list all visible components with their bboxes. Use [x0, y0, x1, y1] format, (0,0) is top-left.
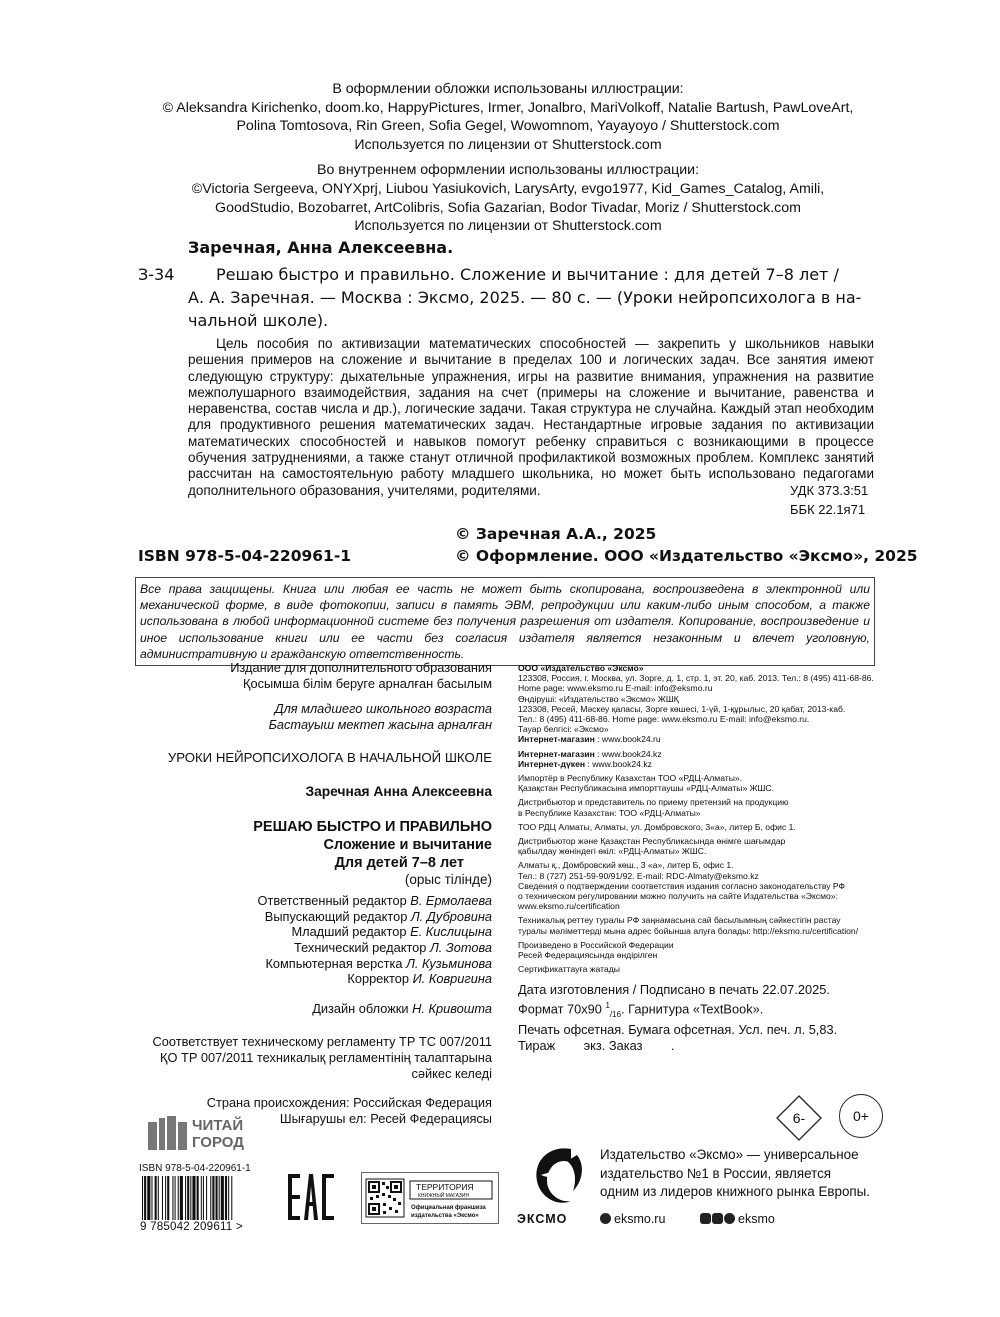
- barcode-bar: [206, 1176, 207, 1220]
- abstract: Цель пособия по активизации математических способностей — закрепить у школьников навыки решения примеров на сложение и вычитание в пределах 100 и логических задач. Все занятия имеют следующую структуру: дыхательные упражнения, игры на развитие внимания, упражнения на развитие межполушарного взаимодействия, задания на счет (примеры на сложение и вычитание, равенства и неравенства, состав числа и др.), логические задачи. Такая структура не случайна. Каждый этап необходим для продуктивного решения математических задач. Нестандартные игровые задания по активизации математических способностей и навыков помогут ребенку справиться с возникающими в процессе обучения затруднениями, а также станут отличной профилактикой возможных проблем. Комплекс занятий рассчитан на самостоятельную работу младшего школьника, но может быть использовано педагогами дополнительного образования, учителями, родителями.: [188, 336, 874, 498]
- staff-role: Корректор: [347, 971, 409, 987]
- print-date: Дата изготовления / Подписано в печать 22.07.2025.: [518, 982, 830, 998]
- shop-label: Интернет-магазин: [518, 748, 595, 759]
- territory-badge: [361, 1172, 499, 1224]
- ok-icon: [712, 1213, 723, 1224]
- publisher-address: 123308, Россия, г. Москва, ул. Зорге, д. 1, стр. 1, эт. 20, каб. 2013. Тел.: 8 (495) 411-68-86.: [518, 673, 874, 684]
- eksmo-desc-line: Издательство «Эксмо» — универсальное: [600, 1147, 859, 1162]
- barcode-bar: [185, 1176, 186, 1220]
- staff-row: [130, 924, 492, 940]
- book-language: (орыс тілінде): [404, 871, 492, 887]
- publisher-name: ООО «Издательство «Эксмо»: [518, 663, 644, 673]
- territory-subtitle: КНИЖНЫЙ МАГАЗИН: [418, 1193, 470, 1199]
- inner-credits-names: ©Victoria Sergeeva, ONYXprj, Liubou Yasiukovich, LarysArty, evgo1977, Kid_Games_Catalog, Amili,: [191, 180, 825, 197]
- website-text: eksmo.ru: [614, 1212, 666, 1226]
- catalog-code: З-34: [138, 265, 175, 284]
- bib-line: Решаю быстро и правильно. Сложение и вычитание : для детей 7–8 лет /: [216, 265, 839, 284]
- website-link[interactable]: [600, 1212, 665, 1226]
- distributor: Дистрибьютор и представитель по приему претензий на продукцию: [518, 797, 789, 808]
- barcode-bar: [187, 1176, 189, 1220]
- staff-name: Л. Зотова: [429, 939, 492, 955]
- print-info: Печать офсетная. Бумага офсетная. Усл. печ. л. 5,83.: [518, 1022, 838, 1038]
- shop-label: Интернет-магазин: [518, 734, 595, 745]
- copyright-design: © Оформление. ООО «Издательство «Эксмо», 2025: [455, 547, 918, 565]
- tech-regulation: Соответствует техническому регламенту ТР ТС 007/2011: [152, 1034, 492, 1050]
- chitai-gorod-logo: [148, 1114, 268, 1152]
- eksmo-logo-icon: [527, 1141, 587, 1209]
- format-label: Формат 70х90: [518, 1001, 606, 1017]
- distributor-kz: Дистрибьютор және Қазақстан Республикасында өнімге шағымдар: [518, 836, 786, 847]
- barcode-bar: [210, 1176, 211, 1220]
- shop-row: [518, 759, 918, 769]
- shop-url: : www.book24.kz: [585, 758, 652, 769]
- staff-role: Компьютерная верстка: [265, 955, 403, 971]
- barcode-bar: [175, 1176, 176, 1220]
- illustration-credits: [140, 80, 876, 236]
- eksmo-description: [600, 1146, 870, 1202]
- barcode-bar: [180, 1176, 183, 1220]
- barcode-bar: [151, 1176, 152, 1220]
- age-group-ru: Для младшего школьного возраста: [274, 701, 492, 717]
- globe-icon: [600, 1213, 611, 1224]
- barcode-bar: [147, 1176, 150, 1220]
- barcode-bar: [162, 1176, 163, 1220]
- importer-kz: Қазақстан Республикасына импорттаушы «РДЦ-Алматы» ЖШС.: [518, 783, 775, 794]
- shop-row: [518, 734, 918, 744]
- cover-credits-license: Используется по лицензии от Shutterstock.com: [354, 136, 662, 153]
- edition-type-kz: Қосымша білім беруге арналған басылым: [243, 675, 492, 691]
- conformity-info-kz: Техникалық реттеу туралы РФ заңнамасына сай басылымның сәйкестігін растау: [518, 915, 841, 926]
- qr-code-icon: [362, 1173, 498, 1223]
- vk-icon: [700, 1213, 711, 1224]
- inner-credits-names: GoodStudio, Bozobarret, ArtColibris, Sofia Gazarian, Bodor Tivadar, Moriz / Shutterstock.com: [215, 199, 801, 216]
- format-row: [518, 998, 918, 1022]
- staff-name: Е. Кислицына: [410, 924, 492, 940]
- shop-label: Интернет-дүкен: [518, 758, 586, 769]
- shop-url: : www.book24.kz: [594, 748, 662, 759]
- cover-credits-names: Polina Tomtosova, Rin Green, Sofia Gegel, Wowomnom, Yayayoyo / Shutterstock.com: [236, 118, 780, 135]
- importer-ru: Импортёр в Республику Казахстан ТОО «РДЦ-Алматы».: [518, 773, 743, 784]
- social-links[interactable]: [700, 1212, 775, 1226]
- conformity-info: о техническом регулировании можно получить на сайте Издательства «Эксмо»:: [518, 891, 838, 902]
- eac-text: EAC: [287, 1172, 290, 1173]
- format-num: 1: [605, 1000, 610, 1010]
- staff-role: Дизайн обложки: [312, 1000, 409, 1016]
- made-in-ru: Произведено в Российской Федерации: [518, 939, 674, 950]
- tech-regulation: ҚО ТР 007/2011 техникалық регламентінің талаптарына: [160, 1049, 492, 1065]
- staff-role: Выпускающий редактор: [264, 908, 408, 924]
- distributor-kz: қабылдау жөніндегі өкіл: «РДЦ-Алматы» ЖШС.: [518, 846, 707, 857]
- isbn: ISBN 978-5-04-220961-1: [138, 547, 352, 565]
- shop-url: : www.book24.ru: [594, 734, 661, 745]
- conformity-info: Сведения о подтверждении соответствия издания согласно законодательству РФ: [518, 880, 846, 891]
- staff-name: Л. Кузьминова: [406, 955, 492, 971]
- udk-code: УДК 373.3:51: [790, 483, 869, 498]
- staff-name: Н. Кривошта: [412, 1000, 492, 1016]
- bbk-code: ББК 22.1я71: [790, 502, 866, 517]
- barcode-bar: [158, 1176, 159, 1220]
- barcode-bar: [219, 1176, 220, 1220]
- age-6-text: 6-: [792, 1110, 806, 1126]
- series-name: УРОКИ НЕЙРОПСИХОЛОГА В НАЧАЛЬНОЙ ШКОЛЕ: [167, 750, 492, 766]
- bib-line: чальной школе).: [188, 311, 329, 330]
- eksmo-desc-line: издательство №1 в России, является: [600, 1165, 832, 1181]
- staff-role: Младший редактор: [291, 924, 407, 940]
- edition-type-ru: Издание для дополнительного образования: [230, 660, 492, 675]
- age-rating-0-badge: 0+: [839, 1094, 883, 1138]
- conformity-link: www.eksmo.ru/certification: [518, 901, 620, 912]
- imprint-right: [518, 663, 918, 1053]
- rights-notice: Все права защищены. Книга или любая ее часть не может быть скопирована, воспроизведена в электронной или механической форме, в виде фотокопии, записи в память ЭВМ, репродукции или каким-либо иным способом, а также использована в любой информационной системе без получения разрешения от издателя. Копирование, воспроизведение и иное использование книги или ее части без согласия издателя является незаконным и влечет уголовную, административную и гражданскую ответственность.: [135, 577, 875, 666]
- barcode-bar: [192, 1176, 195, 1220]
- staff-role: Технический редактор: [294, 939, 427, 955]
- gorod-text: ГОРОД: [192, 1134, 244, 1151]
- barcode-number: 9 785042 209611 >: [140, 1220, 243, 1233]
- barcode-bar: [197, 1176, 199, 1220]
- chitai-text: ЧИТАЙ: [192, 1117, 244, 1134]
- bib-line: А. А. Заречная. — Москва : Эксмо, 2025. — 80 с. — (Уроки нейропсихолога в на-: [188, 288, 862, 307]
- barcode-bar: [216, 1176, 218, 1220]
- barcode-bar: [228, 1176, 229, 1220]
- territory-title: ТЕРРИТОРИЯ: [416, 1182, 474, 1192]
- publisher-contacts-kz: Тел.: 8 (495) 411-68-86. Home page: www.eksmo.ru E-mail: info@eksmo.ru.: [518, 714, 810, 725]
- distributor-address: ТОО РДЦ Алматы, Алматы, ул. Домбровского, 3«а», литер Б, офис 1.: [518, 821, 796, 832]
- distributor-kz-contacts: Тел.: 8 (727) 251-59-90/91/92. E-mail: RDC-Almaty@eksmo.kz: [518, 870, 759, 881]
- eksmo-wordmark: ЭКСМО: [517, 1212, 568, 1226]
- publisher-contacts: Home page: www.eksmo.ru E-mail: info@eksmo.ru: [518, 683, 713, 694]
- format-font: . Гарнитура «TextBook».: [621, 1001, 764, 1017]
- barcode-bar: [231, 1176, 232, 1220]
- publisher-address-kz: 123308, Ресей, Мәскеу қаласы, Зорге көшесі, 1-үй, 1-құрылыс, 20 қабат, 2013-каб.: [518, 703, 846, 714]
- social-handle: eksmo: [738, 1212, 775, 1226]
- eksmo-desc-line: одним из лидеров книжного рынка Европы.: [600, 1184, 871, 1199]
- barcode-isbn: ISBN 978-5-04-220961-1: [139, 1163, 251, 1174]
- barcode-bar: [178, 1176, 179, 1220]
- imprint-left: [130, 660, 492, 1126]
- barcode: [140, 1176, 264, 1222]
- staff-row: [130, 940, 492, 956]
- cover-credits-names: © Aleksandra Kirichenko, doom.ko, HappyPictures, Irmer, Jonalbro, MariVolkoff, Natalie Bartush, PawLoveArt,: [162, 99, 854, 116]
- made-in-kz: Ресей Федерациясында өндірілген: [518, 950, 658, 961]
- barcode-bar: [190, 1176, 191, 1220]
- book-title: РЕШАЮ БЫСТРО И ПРАВИЛЬНО: [253, 818, 492, 835]
- distributor: в Республике Казахстан: ТОО «РДЦ-Алматы»: [518, 807, 701, 818]
- copyright-author: © Заречная А.А., 2025: [455, 525, 657, 543]
- format-den: /16: [609, 1009, 622, 1019]
- conformity-info-kz: туралы мәліметтерді мына адрес бойынша алуға болады: http://eksmo.ru/certification/: [518, 925, 859, 936]
- territory-publisher: издательства «Эксмо»: [411, 1213, 479, 1219]
- territory-franchise: Официальная франшиза: [411, 1205, 486, 1211]
- barcode-bar: [167, 1176, 169, 1220]
- imprint-author: Заречная Анна Алексеевна: [305, 783, 492, 799]
- barcode-bar: [203, 1176, 204, 1220]
- tech-regulation: сәйкес келеді: [411, 1065, 492, 1081]
- shop-row: [518, 749, 918, 759]
- trademark: Тауар белгісі: «Эксмо»: [518, 724, 609, 735]
- cover-credits-title: В оформлении обложки использованы иллюстрации:: [332, 81, 684, 97]
- staff-name: Л. Дубровина: [410, 908, 492, 924]
- cover-design-row: [130, 1001, 492, 1017]
- certification-note: Сертификаттауға жатады: [518, 964, 620, 975]
- print-run: Тираж экз. Заказ .: [518, 1037, 675, 1053]
- age-group-kz: Бастауыш мектеп жасына арналған: [268, 716, 492, 732]
- staff-row: [130, 909, 492, 925]
- country-ru: Страна происхождения: Российская Федерация: [206, 1095, 492, 1111]
- inner-credits-title: Во внутреннем оформлении использованы иллюстрации:: [316, 162, 700, 179]
- barcode-bar: [155, 1176, 157, 1220]
- barcode-bar: [144, 1176, 146, 1220]
- barcode-bar: [212, 1176, 214, 1220]
- staff-row: [130, 893, 492, 909]
- country-kz: Шығарушы ел: Ресей Федерациясы: [279, 1110, 492, 1126]
- publisher-kz: Өндіруші: «Издательство «Эксмо» ЖШҚ: [518, 693, 679, 704]
- distributor-kz-address: Алматы қ., Домбровский көш., 3 «а», литер Б, офис 1.: [518, 860, 734, 871]
- barcode-bar: [221, 1176, 224, 1220]
- book-subtitle: Сложение и вычитание: [323, 836, 492, 853]
- barcode-bar: [165, 1176, 166, 1220]
- telegram-icon: [724, 1213, 735, 1224]
- staff-name: И. Ковригина: [412, 971, 492, 987]
- staff-row: [130, 971, 492, 987]
- catalog-author: Заречная, Анна Алексеевна.: [188, 238, 454, 257]
- staff-list: [130, 893, 492, 987]
- book-age: Для детей 7–8 лет: [334, 854, 464, 871]
- chitai-gorod-icon: [148, 1114, 268, 1152]
- staff-name: В. Ермолаева: [410, 893, 492, 909]
- inner-credits-license: Используется по лицензии от Shutterstock.com: [354, 218, 662, 235]
- eac-mark-icon: [287, 1172, 335, 1222]
- staff-row: [130, 956, 492, 972]
- barcode-bar: [201, 1176, 202, 1220]
- staff-role: Ответственный редактор: [257, 893, 407, 909]
- bibliographic-description: [188, 263, 874, 332]
- barcode-bar: [172, 1176, 173, 1220]
- barcode-bar: [225, 1176, 227, 1220]
- barcode-bar: [142, 1176, 143, 1220]
- age-rating-6-badge: [776, 1095, 822, 1141]
